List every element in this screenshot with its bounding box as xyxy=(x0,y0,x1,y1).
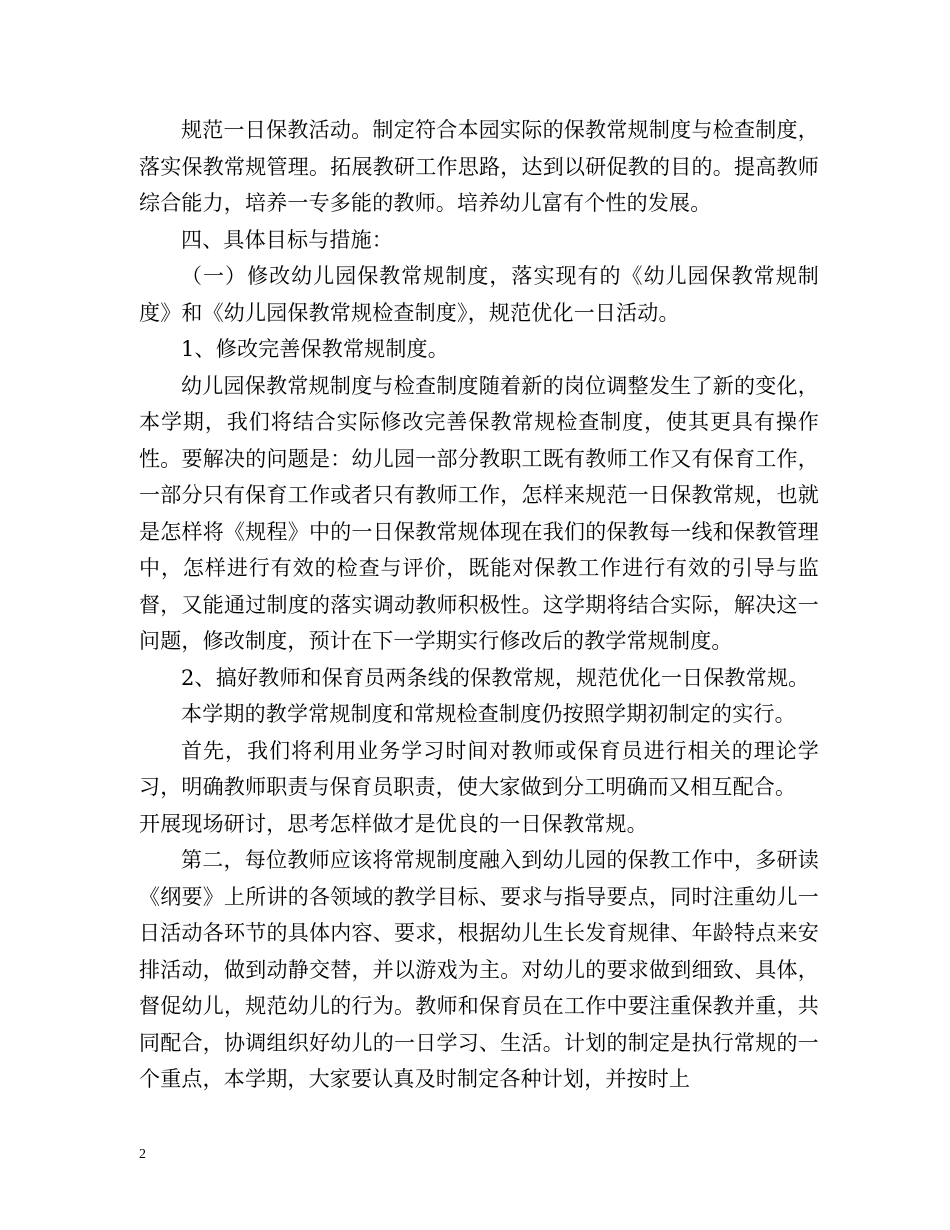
paragraph-current-system: 本学期的教学常规制度和常规检查制度仍按照学期初制定的实行。 xyxy=(181,702,796,726)
item-heading-2: 2、搞好教师和保育员两条线的保教常规，规范优化一日保教常规。 xyxy=(181,665,810,690)
body-text xyxy=(139,112,819,1098)
page-number: 2 xyxy=(139,1147,146,1162)
paragraph-second-measure: 第二，每位教师应该将常规制度融入到幼儿园的保教工作中，多研读《纲要》上所讲的各领域的教学目标、要求与指导要点，同时注重幼儿一日活动各环节的具体内容、要求，根据幼儿生长发育规律、年龄特点来安排活动，做到动静交替，并以游戏为主。对幼儿的要求做到细致、具体，督促幼儿，规范幼儿的行为。教师和保育员在工作中要注重保教并重，共同配合，协调组织好幼儿的一日学习、生活。计划的制定是执行常规的一个重点，本学期，大家要认真及时制定各种计划，并按时上 xyxy=(139,848,819,1091)
paragraph-first-measure: 首先，我们将利用业务学习时间对教师或保育员进行相关的理论学习，明确教师职责与保育员职责，使大家做到分工明确而又相互配合。 xyxy=(139,738,819,799)
subsection-heading-1: （一）修改幼儿园保教常规制度，落实现有的《幼儿园保教常规制度》和《幼儿园保教常规检查制度》，规范优化一日活动。 xyxy=(139,264,819,325)
section-heading-goals-measures: 四、具体目标与措施： xyxy=(181,227,393,252)
paragraph-intro-goals: 规范一日保教活动。制定符合本园实际的保教常规制度与检查制度，落实保教常规管理。拓展教研工作思路，达到以研促教的目的。提高教师综合能力，培养一专多能的教师。培养幼儿富有个性的发展。 xyxy=(139,118,819,215)
paragraph-onsite-discussion: 开展现场研讨，思考怎样做才是优良的一日保教常规。 xyxy=(139,811,648,836)
paragraph-revise-system: 幼儿园保教常规制度与检查制度随着新的岗位调整发生了新的变化，本学期，我们将结合实际修改完善保教常规检查制度，使其更具有操作性。要解决的问题是：幼儿园一部分教职工既有教师工作又有保育工作，一部分只有保育工作或者只有教师工作，怎样来规范一日保教常规，也就是怎样将《规程》中的一日保教常规体现在我们的保教每一线和保教管理中，怎样进行有效的检查与评价，既能对保教工作进行有效的引导与监督，又能通过制度的落实调动教师积极性。这学期将结合实际，解决这一问题，修改制度，预计在下一学期实行修改后的教学常规制度。 xyxy=(139,373,819,653)
item-heading-1: 1、修改完善保教常规制度。 xyxy=(181,337,449,361)
